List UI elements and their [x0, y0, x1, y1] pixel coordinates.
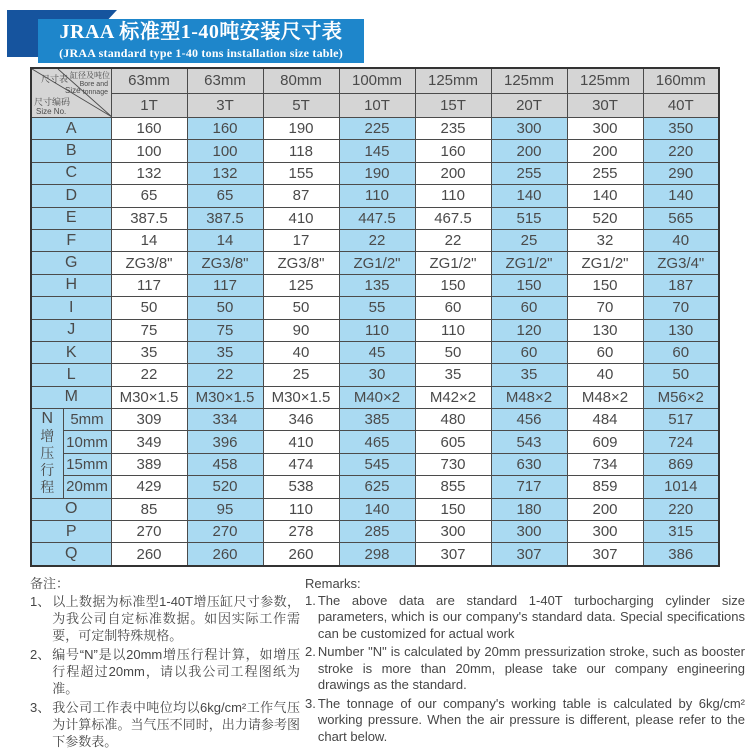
page-title: JRAA 标准型1-40吨安装尺寸表 [59, 21, 343, 43]
table-cell: 32 [567, 229, 643, 251]
table-cell: 110 [339, 319, 415, 341]
table-cell: 309 [111, 409, 187, 431]
table-cell: 190 [339, 162, 415, 184]
table-cell: 110 [339, 185, 415, 207]
table-cell: 150 [415, 274, 491, 296]
table-cell: 200 [567, 140, 643, 162]
row-label: F [31, 229, 111, 251]
table-cell: 50 [187, 297, 263, 319]
table-cell: 859 [567, 476, 643, 498]
bore-header-row [31, 68, 719, 93]
table-cell: 60 [567, 341, 643, 363]
table-cell: 220 [643, 498, 719, 520]
table-cell: M56×2 [643, 386, 719, 408]
table-cell: 100 [111, 140, 187, 162]
table-cell: 255 [567, 162, 643, 184]
stroke-row-label: 10mm [63, 431, 111, 453]
table-cell: 429 [111, 476, 187, 498]
table-cell: ZG3/4" [643, 252, 719, 274]
note-item-zh [30, 646, 300, 697]
table-cell: 334 [187, 409, 263, 431]
table-cell: 300 [567, 521, 643, 543]
table-cell: ZG3/8" [187, 252, 263, 274]
title-banner [0, 0, 750, 66]
table-cell: 14 [187, 229, 263, 251]
row-label: I [31, 297, 111, 319]
note-item-zh [30, 593, 300, 644]
table-cell: 260 [187, 543, 263, 566]
table-cell: 270 [187, 521, 263, 543]
tonnage-header-cell: 5T [263, 93, 339, 118]
table-cell: 22 [339, 229, 415, 251]
table-cell: 349 [111, 431, 187, 453]
table-cell: 543 [491, 431, 567, 453]
table-cell: 190 [263, 118, 339, 140]
table-cell: 60 [415, 297, 491, 319]
table-cell: 50 [415, 341, 491, 363]
note-text: The above data are standard 1-40T turbocharging cylinder size parameters, which is our company's standard data. Special specifications can be customized for actual work [317, 592, 745, 641]
table-cell: 110 [415, 319, 491, 341]
table-cell: 70 [643, 297, 719, 319]
note-text: 以上数据为标准型1-40T增压缸尺寸参数，为我公司自定标准数据。如因实际工作需要，可定制特殊规格。 [52, 593, 300, 643]
table-cell: 235 [415, 118, 491, 140]
table-row [31, 341, 719, 363]
table-cell: 458 [187, 453, 263, 475]
notes-chinese [30, 575, 300, 752]
table-cell: 40 [643, 229, 719, 251]
row-label: K [31, 341, 111, 363]
table-cell: 260 [111, 543, 187, 566]
table-row [31, 386, 719, 408]
row-label: P [31, 521, 111, 543]
stroke-row-label: 5mm [63, 409, 111, 431]
note-text: Number "N" is calculated by 20mm pressurization stroke, such as booster stroke is more than 20mm, please take our company engineering drawings as the standard. [317, 644, 745, 693]
table-cell: 300 [567, 118, 643, 140]
table-cell: M42×2 [415, 386, 491, 408]
table-row [31, 274, 719, 296]
table-cell: ZG1/2" [491, 252, 567, 274]
table-cell: ZG3/8" [111, 252, 187, 274]
table-cell: 160 [415, 140, 491, 162]
table-cell: 180 [491, 498, 567, 520]
table-cell: ZG1/2" [415, 252, 491, 274]
table-cell: 145 [339, 140, 415, 162]
table-cell: 160 [187, 118, 263, 140]
table-row [31, 140, 719, 162]
table-row [31, 543, 719, 566]
table-cell: 35 [415, 364, 491, 386]
table-cell: ZG3/8" [263, 252, 339, 274]
table-cell: M48×2 [491, 386, 567, 408]
table-cell: 35 [111, 341, 187, 363]
note-number: 3、 [30, 699, 51, 715]
corner-sizeno-label-zh: 尺寸编码 [34, 97, 71, 107]
table-cell: 474 [263, 453, 339, 475]
bore-header-cell: 125mm [491, 68, 567, 93]
table-cell: 130 [567, 319, 643, 341]
table-cell: 140 [339, 498, 415, 520]
table-row [31, 297, 719, 319]
table-row [31, 498, 719, 520]
table-cell: 300 [415, 521, 491, 543]
table-cell: 717 [491, 476, 567, 498]
row-label: D [31, 185, 111, 207]
table-cell: 118 [263, 140, 339, 162]
table-cell: 200 [491, 140, 567, 162]
table-cell: 480 [415, 409, 491, 431]
note-text: 我公司工作表中吨位均以6kg/cm²工作气压为计算标准。当气压不同时，出力请参考图下参数表。 [52, 699, 300, 749]
table-cell: 132 [187, 162, 263, 184]
table-cell: 50 [643, 364, 719, 386]
table-cell: 22 [187, 364, 263, 386]
tonnage-header-row [31, 93, 719, 118]
note-item-en [305, 593, 745, 643]
tonnage-header-cell: 20T [491, 93, 567, 118]
table-cell: 465 [339, 431, 415, 453]
table-cell: 14 [111, 229, 187, 251]
table-row [31, 409, 719, 431]
row-label: Q [31, 543, 111, 566]
table-cell: 515 [491, 207, 567, 229]
bore-header-cell: 63mm [111, 68, 187, 93]
table-cell: 396 [187, 431, 263, 453]
table-row [31, 162, 719, 184]
table-cell: 300 [491, 118, 567, 140]
table-cell: 117 [111, 274, 187, 296]
n-vertical-label: 增压行程 [40, 428, 55, 496]
table-cell: 734 [567, 453, 643, 475]
table-cell: 869 [643, 453, 719, 475]
table-cell: 520 [187, 476, 263, 498]
table-cell: M30×1.5 [187, 386, 263, 408]
table-cell: 130 [643, 319, 719, 341]
table-cell: 300 [491, 521, 567, 543]
table-cell: 25 [263, 364, 339, 386]
table-cell: 346 [263, 409, 339, 431]
note-item-en [305, 644, 745, 694]
note-text: The tonnage of our company's working table is calculated by 6kg/cm² working pressure. When the air pressure is different, please refer to the chart below. [317, 695, 745, 744]
table-cell: 60 [643, 341, 719, 363]
notes-en-heading: Remarks: [305, 575, 361, 591]
tonnage-header-cell: 10T [339, 93, 415, 118]
table-cell: 65 [187, 185, 263, 207]
table-cell: 160 [111, 118, 187, 140]
table-cell: 545 [339, 453, 415, 475]
table-cell: 270 [111, 521, 187, 543]
tonnage-header-cell: 3T [187, 93, 263, 118]
stroke-row-label: 15mm [63, 453, 111, 475]
corner-bore-label-zh: 缸径及吨位 [70, 71, 110, 80]
table-cell: 132 [111, 162, 187, 184]
table-cell: 155 [263, 162, 339, 184]
table-cell: 140 [643, 185, 719, 207]
notes-section [0, 567, 750, 752]
table-cell: 724 [643, 431, 719, 453]
table-cell: 75 [111, 319, 187, 341]
tonnage-header-cell: 30T [567, 93, 643, 118]
table-cell: 290 [643, 162, 719, 184]
note-text: 编号“N”是以20mm增压行程计算，如增压行程超过20mm，请以我公司工程图纸为准。 [52, 646, 300, 696]
table-cell: 285 [339, 521, 415, 543]
row-label: L [31, 364, 111, 386]
table-cell: 200 [567, 498, 643, 520]
table-cell: 150 [567, 274, 643, 296]
table-row [31, 229, 719, 251]
table-cell: 315 [643, 521, 719, 543]
table-row [31, 185, 719, 207]
n-section-label [31, 409, 63, 499]
table-cell: 307 [491, 543, 567, 566]
table-cell: 50 [263, 297, 339, 319]
table-cell: 65 [111, 185, 187, 207]
table-cell: 25 [491, 229, 567, 251]
table-cell: 110 [263, 498, 339, 520]
note-number: 3. [305, 695, 316, 711]
note-number: 2、 [30, 646, 51, 662]
row-label: A [31, 118, 111, 140]
table-cell: 110 [415, 185, 491, 207]
table-cell: 140 [567, 185, 643, 207]
table-row [31, 431, 719, 453]
table-cell: M48×2 [567, 386, 643, 408]
table-cell: 410 [263, 207, 339, 229]
table-cell: 385 [339, 409, 415, 431]
table-cell: 625 [339, 476, 415, 498]
size-table [30, 67, 720, 567]
row-label: C [31, 162, 111, 184]
table-cell: 565 [643, 207, 719, 229]
table-cell: 75 [187, 319, 263, 341]
row-label: B [31, 140, 111, 162]
table-cell: 30 [339, 364, 415, 386]
row-label: J [31, 319, 111, 341]
notes-zh-heading: 备注： [30, 575, 70, 591]
corner-bore-label-en2: tonnage [82, 89, 108, 96]
note-number: 1. [305, 592, 316, 608]
table-cell: 1014 [643, 476, 719, 498]
table-cell: 260 [263, 543, 339, 566]
table-cell: 730 [415, 453, 491, 475]
table-cell: 70 [567, 297, 643, 319]
table-cell: 225 [339, 118, 415, 140]
table-cell: ZG1/2" [567, 252, 643, 274]
note-number: 2. [305, 644, 316, 660]
table-cell: 50 [111, 297, 187, 319]
table-cell: 60 [491, 297, 567, 319]
table-cell: 40 [567, 364, 643, 386]
table-row [31, 252, 719, 274]
bore-header-cell: 125mm [567, 68, 643, 93]
row-label: E [31, 207, 111, 229]
table-cell: 517 [643, 409, 719, 431]
table-cell: 85 [111, 498, 187, 520]
corner-bore-label-en1: Bore and [79, 81, 108, 88]
bore-header-cell: 100mm [339, 68, 415, 93]
note-item-zh [30, 699, 300, 750]
banner [38, 19, 364, 63]
size-table-wrapper [30, 67, 750, 567]
table-cell: 609 [567, 431, 643, 453]
table-cell: 484 [567, 409, 643, 431]
note-item-en [305, 696, 745, 746]
table-cell: 350 [643, 118, 719, 140]
page-subtitle: (JRAA standard type 1-40 tons installation size table) [59, 46, 343, 60]
table-cell: 35 [187, 341, 263, 363]
row-label: M [31, 386, 111, 408]
corner-size-label-zh: 尺寸表 [41, 74, 69, 84]
stroke-row-label: 20mm [63, 476, 111, 498]
table-cell: 467.5 [415, 207, 491, 229]
table-row [31, 521, 719, 543]
table-row [31, 476, 719, 498]
table-cell: 298 [339, 543, 415, 566]
table-row [31, 364, 719, 386]
note-number: 1、 [30, 593, 51, 609]
table-cell: 200 [415, 162, 491, 184]
corner-sizeno-label-en: Size No. [36, 107, 67, 116]
table-cell: 387.5 [187, 207, 263, 229]
row-label: O [31, 498, 111, 520]
table-row [31, 207, 719, 229]
table-cell: 100 [187, 140, 263, 162]
table-cell: 456 [491, 409, 567, 431]
table-cell: 140 [491, 185, 567, 207]
table-cell: 87 [263, 185, 339, 207]
bore-header-cell: 160mm [643, 68, 719, 93]
table-cell: 55 [339, 297, 415, 319]
table-row [31, 118, 719, 140]
table-cell: 187 [643, 274, 719, 296]
table-cell: 117 [187, 274, 263, 296]
table-cell: 22 [415, 229, 491, 251]
table-cell: 605 [415, 431, 491, 453]
table-cell: 307 [567, 543, 643, 566]
table-cell: 630 [491, 453, 567, 475]
table-cell: 150 [415, 498, 491, 520]
table-cell: 125 [263, 274, 339, 296]
table-corner-header [31, 68, 111, 118]
tonnage-header-cell: 1T [111, 93, 187, 118]
bore-header-cell: 80mm [263, 68, 339, 93]
table-cell: 278 [263, 521, 339, 543]
table-cell: M40×2 [339, 386, 415, 408]
table-cell: 95 [187, 498, 263, 520]
corner-diagonal-box [32, 69, 111, 117]
tonnage-header-cell: 15T [415, 93, 491, 118]
table-cell: 389 [111, 453, 187, 475]
table-cell: 135 [339, 274, 415, 296]
table-cell: 220 [643, 140, 719, 162]
bore-header-cell: 125mm [415, 68, 491, 93]
table-cell: 386 [643, 543, 719, 566]
n-letter: N [41, 410, 54, 428]
corner-size-label-en: Size [65, 86, 81, 95]
bore-header-cell: 63mm [187, 68, 263, 93]
table-cell: M30×1.5 [263, 386, 339, 408]
tonnage-header-cell: 40T [643, 93, 719, 118]
table-row [31, 319, 719, 341]
row-label: H [31, 274, 111, 296]
table-cell: 538 [263, 476, 339, 498]
table-cell: 307 [415, 543, 491, 566]
table-cell: 17 [263, 229, 339, 251]
table-cell: 60 [491, 341, 567, 363]
table-row [31, 453, 719, 475]
table-cell: 22 [111, 364, 187, 386]
table-cell: 40 [263, 341, 339, 363]
row-label: G [31, 252, 111, 274]
table-cell: M30×1.5 [111, 386, 187, 408]
notes-english [305, 575, 745, 752]
table-cell: 447.5 [339, 207, 415, 229]
table-cell: 520 [567, 207, 643, 229]
table-cell: 120 [491, 319, 567, 341]
table-cell: 387.5 [111, 207, 187, 229]
table-cell: 150 [491, 274, 567, 296]
table-cell: 35 [491, 364, 567, 386]
table-cell: 45 [339, 341, 415, 363]
table-cell: 410 [263, 431, 339, 453]
table-cell: 855 [415, 476, 491, 498]
table-cell: 255 [491, 162, 567, 184]
table-cell: 90 [263, 319, 339, 341]
table-cell: ZG1/2" [339, 252, 415, 274]
